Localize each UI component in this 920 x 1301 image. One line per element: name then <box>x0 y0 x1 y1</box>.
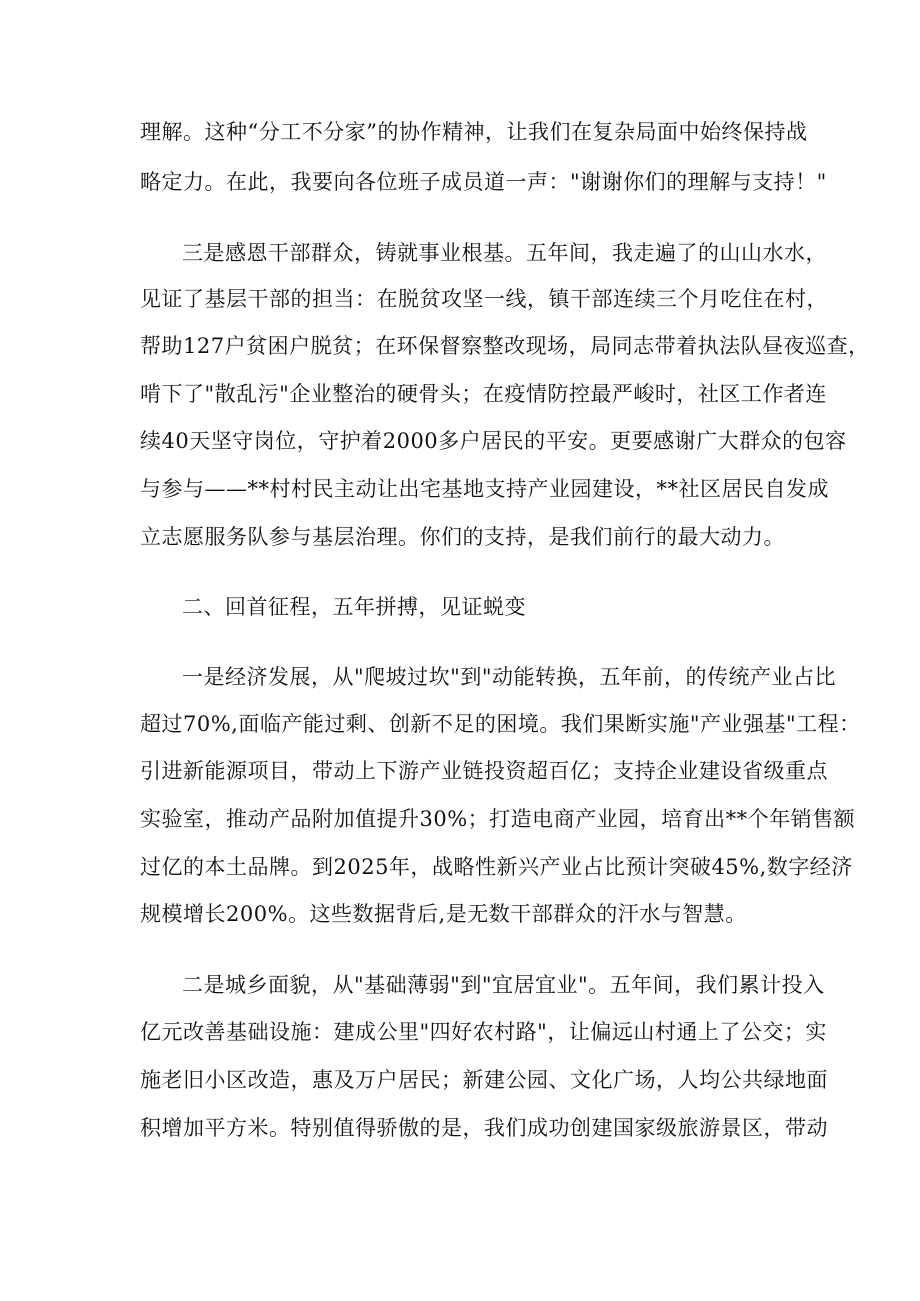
paragraph-1-line-1: 理解。这种“分工不分家”的协作精神，让我们在复杂局面中始终保持战 <box>140 120 808 144</box>
paragraph-4-line-4: 积增加平方米。特别值得骄傲的是，我们成功创建国家级旅游景区，带动 <box>140 1116 828 1140</box>
paragraph-2-line-3: 帮助127户贫困户脱贫；在环保督察整改现场，局同志带着执法队昼夜巡查， <box>140 334 870 358</box>
paragraph-3-line-1: 一是经济发展，从"爬坡过坎"到"动能转换，五年前，的传统产业占比 <box>182 665 836 689</box>
paragraph-3-line-3: 引进新能源项目，带动上下游产业链投资超百亿；支持企业建设省级重点 <box>140 759 828 783</box>
paragraph-4-line-3: 施老旧小区改造，惠及万户居民；新建公园、文化广场，人均公共绿地面 <box>140 1068 828 1092</box>
paragraph-2-line-5: 续40天坚守岗位，守护着2000多户居民的平安。更要感谢广大群众的包容 <box>140 429 847 453</box>
section-heading: 二、回首征程，五年拼搏，见证蜕变 <box>182 595 526 619</box>
paragraph-3-line-6: 规模增长200%。这些数据背后,是无数干部群众的汗水与智慧。 <box>140 902 747 926</box>
paragraph-2-line-7: 立志愿服务队参与基层治理。你们的支持，是我们前行的最大动力。 <box>140 525 785 549</box>
paragraph-3-line-2: 超过70%,面临产能过剩、创新不足的困境。我们果断实施"产业强基"工程： <box>140 712 861 736</box>
paragraph-4-line-1: 二是城乡面貌，从"基础薄弱"到"宜居宜业"。五年间，我们累计投入 <box>182 973 825 997</box>
paragraph-2-line-1: 三是感恩干部群众，铸就事业根基。五年间，我走遍了的山山水水， <box>182 241 827 265</box>
paragraph-2-line-2: 见证了基层干部的担当：在脱贫攻坚一线，镇干部连续三个月吃住在村， <box>140 287 828 311</box>
paragraph-1-line-2: 略定力。在此，我要向各位班子成员道一声："谢谢你们的理解与支持！" <box>140 170 827 194</box>
paragraph-2-line-6: 与参与——**村村民主动让出宅基地支持产业园建设，**社区居民自发成 <box>140 477 829 501</box>
paragraph-2-line-4: 啃下了"散乱污"企业整治的硬骨头；在疫情防控最严峻时，社区工作者连 <box>140 382 827 406</box>
paragraph-4-line-2: 亿元改善基础设施：建成公里"四好农村路"，让偏远山村通上了公交；实 <box>140 1020 827 1044</box>
paragraph-3-line-4: 实验室，推动产品附加值提升30%；打造电商产业园，培育出**个年销售额 <box>140 807 856 831</box>
paragraph-3-line-5: 过亿的本土品牌。到2025年，战略性新兴产业占比预计突破45%,数字经济 <box>140 855 853 879</box>
